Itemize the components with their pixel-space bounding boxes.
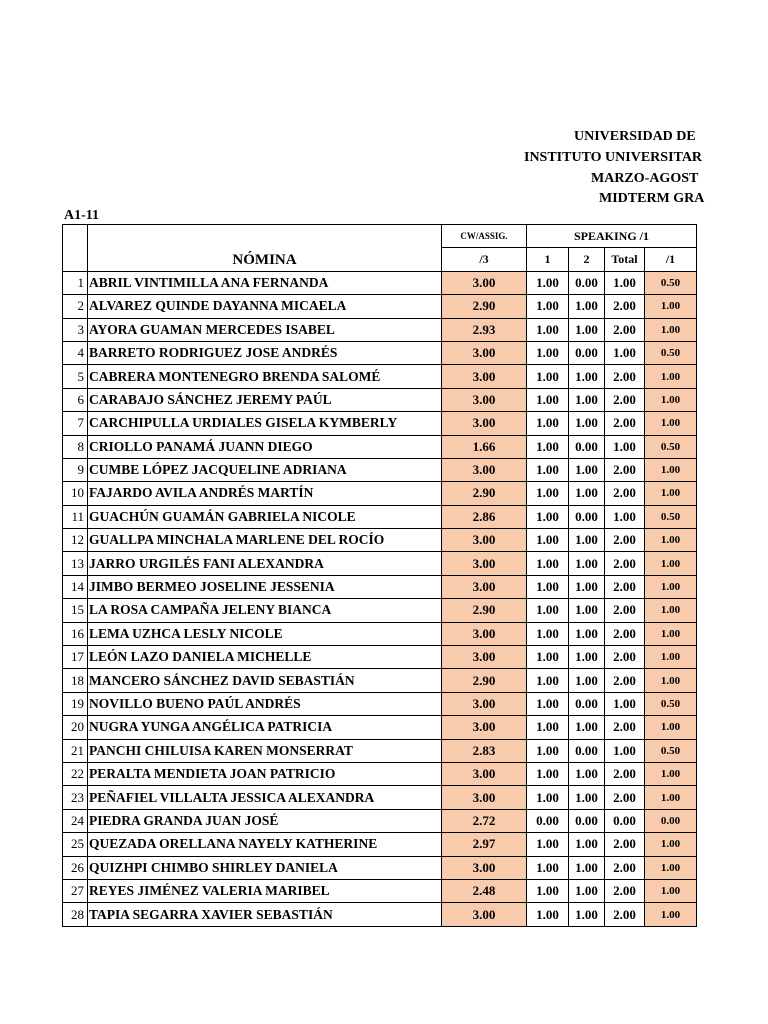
speaking-1: 1.00	[527, 669, 569, 692]
speaking-total: 2.00	[605, 716, 645, 739]
cw-score: 3.00	[442, 341, 527, 364]
table-row	[63, 341, 697, 364]
row-number: 16	[63, 622, 88, 645]
cw-score: 3.00	[442, 458, 527, 481]
cw-score: 3.00	[442, 762, 527, 785]
row-number: 24	[63, 809, 88, 832]
cw-score: 3.00	[442, 692, 527, 715]
speaking-score: 0.50	[645, 739, 697, 762]
row-number: 19	[63, 692, 88, 715]
speaking-total: 2.00	[605, 762, 645, 785]
speaking-2: 1.00	[569, 412, 605, 435]
speaking-score: 1.00	[645, 318, 697, 341]
speaking-score: 0.50	[645, 435, 697, 458]
student-name: ALVAREZ QUINDE DAYANNA MICAELA	[88, 295, 442, 318]
speaking-score: 1.00	[645, 879, 697, 902]
speaking-2: 1.00	[569, 552, 605, 575]
header-speaking-score: /1	[645, 248, 697, 271]
speaking-score: 1.00	[645, 575, 697, 598]
table-row	[63, 505, 697, 528]
table-row	[63, 716, 697, 739]
cw-score: 3.00	[442, 412, 527, 435]
institute-subtitle: INSTITUTO UNIVERSITAR	[524, 150, 703, 165]
speaking-1: 1.00	[527, 716, 569, 739]
header-name: NÓMINA	[88, 225, 442, 272]
table-row	[63, 482, 697, 505]
header-s2: 2	[569, 248, 605, 271]
speaking-1: 1.00	[527, 412, 569, 435]
speaking-1: 1.00	[527, 552, 569, 575]
speaking-score: 1.00	[645, 903, 697, 926]
cw-score: 2.90	[442, 295, 527, 318]
row-number: 20	[63, 716, 88, 739]
row-number: 3	[63, 318, 88, 341]
speaking-score: 1.00	[645, 622, 697, 645]
speaking-score: 0.00	[645, 809, 697, 832]
grades-table	[62, 224, 697, 927]
table-row	[63, 529, 697, 552]
speaking-2: 1.00	[569, 388, 605, 411]
speaking-total: 0.00	[605, 809, 645, 832]
speaking-total: 2.00	[605, 879, 645, 902]
header-row-top	[63, 225, 697, 248]
cw-score: 3.00	[442, 271, 527, 294]
speaking-total: 2.00	[605, 856, 645, 879]
student-name: FAJARDO AVILA ANDRÉS MARTÍN	[88, 482, 442, 505]
table-row	[63, 786, 697, 809]
row-number: 2	[63, 295, 88, 318]
speaking-score: 1.00	[645, 552, 697, 575]
speaking-2: 0.00	[569, 435, 605, 458]
speaking-total: 1.00	[605, 435, 645, 458]
cw-score: 3.00	[442, 552, 527, 575]
row-number: 11	[63, 505, 88, 528]
table-row	[63, 552, 697, 575]
speaking-total: 1.00	[605, 692, 645, 715]
student-name: CARCHIPULLA URDIALES GISELA KYMBERLY	[88, 412, 442, 435]
table-row	[63, 271, 697, 294]
row-number: 10	[63, 482, 88, 505]
speaking-total: 2.00	[605, 669, 645, 692]
speaking-1: 1.00	[527, 529, 569, 552]
cw-score: 2.86	[442, 505, 527, 528]
cw-score: 2.97	[442, 833, 527, 856]
speaking-2: 0.00	[569, 505, 605, 528]
table-row	[63, 856, 697, 879]
student-name: LEMA UZHCA LESLY NICOLE	[88, 622, 442, 645]
cw-score: 3.00	[442, 529, 527, 552]
cw-score: 2.93	[442, 318, 527, 341]
speaking-total: 2.00	[605, 599, 645, 622]
row-number: 17	[63, 646, 88, 669]
student-name: LA ROSA CAMPAÑA JELENY BIANCA	[88, 599, 442, 622]
speaking-score: 1.00	[645, 365, 697, 388]
speaking-score: 1.00	[645, 833, 697, 856]
speaking-2: 1.00	[569, 365, 605, 388]
speaking-2: 1.00	[569, 716, 605, 739]
student-name: PANCHI CHILUISA KAREN MONSERRAT	[88, 739, 442, 762]
speaking-total: 2.00	[605, 833, 645, 856]
row-number: 1	[63, 271, 88, 294]
cw-score: 3.00	[442, 856, 527, 879]
speaking-score: 0.50	[645, 692, 697, 715]
speaking-2: 0.00	[569, 739, 605, 762]
speaking-2: 1.00	[569, 833, 605, 856]
speaking-2: 0.00	[569, 809, 605, 832]
speaking-total: 2.00	[605, 412, 645, 435]
header-speaking: SPEAKING /1	[527, 225, 697, 248]
student-name: PIEDRA GRANDA JUAN JOSÉ	[88, 809, 442, 832]
speaking-2: 1.00	[569, 879, 605, 902]
student-name: CABRERA MONTENEGRO BRENDA SALOMÉ	[88, 365, 442, 388]
speaking-2: 1.00	[569, 529, 605, 552]
row-number: 8	[63, 435, 88, 458]
header-s1: 1	[527, 248, 569, 271]
row-number: 25	[63, 833, 88, 856]
speaking-1: 1.00	[527, 271, 569, 294]
speaking-1: 1.00	[527, 365, 569, 388]
row-number: 23	[63, 786, 88, 809]
speaking-score: 1.00	[645, 458, 697, 481]
speaking-total: 2.00	[605, 622, 645, 645]
student-name: GUACHÚN GUAMÁN GABRIELA NICOLE	[88, 505, 442, 528]
student-name: PEÑAFIEL VILLALTA JESSICA ALEXANDRA	[88, 786, 442, 809]
table-row	[63, 762, 697, 785]
row-number: 27	[63, 879, 88, 902]
speaking-score: 1.00	[645, 669, 697, 692]
speaking-score: 1.00	[645, 529, 697, 552]
speaking-total: 2.00	[605, 365, 645, 388]
table-row	[63, 365, 697, 388]
speaking-score: 1.00	[645, 295, 697, 318]
table-row	[63, 412, 697, 435]
speaking-1: 1.00	[527, 833, 569, 856]
speaking-total: 2.00	[605, 482, 645, 505]
cw-score: 3.00	[442, 646, 527, 669]
table-row	[63, 295, 697, 318]
speaking-total: 1.00	[605, 341, 645, 364]
student-name: REYES JIMÉNEZ VALERIA MARIBEL	[88, 879, 442, 902]
table-row	[63, 599, 697, 622]
grades-body	[63, 271, 697, 926]
speaking-total: 2.00	[605, 786, 645, 809]
speaking-1: 1.00	[527, 482, 569, 505]
student-name: JARRO URGILÉS FANI ALEXANDRA	[88, 552, 442, 575]
speaking-2: 1.00	[569, 903, 605, 926]
speaking-score: 0.50	[645, 505, 697, 528]
student-name: PERALTA MENDIETA JOAN PATRICIO	[88, 762, 442, 785]
student-name: QUEZADA ORELLANA NAYELY KATHERINE	[88, 833, 442, 856]
cw-score: 2.90	[442, 482, 527, 505]
speaking-2: 1.00	[569, 646, 605, 669]
speaking-total: 2.00	[605, 388, 645, 411]
header-total: Total	[605, 248, 645, 271]
speaking-score: 1.00	[645, 762, 697, 785]
speaking-1: 1.00	[527, 458, 569, 481]
table-row	[63, 458, 697, 481]
speaking-total: 2.00	[605, 552, 645, 575]
speaking-1: 1.00	[527, 341, 569, 364]
speaking-2: 1.00	[569, 575, 605, 598]
speaking-total: 2.00	[605, 646, 645, 669]
speaking-2: 1.00	[569, 599, 605, 622]
header-cw-bottom: /3	[442, 248, 527, 271]
student-name: ABRIL VINTIMILLA ANA FERNANDA	[88, 271, 442, 294]
header-cw-top: CW/ASSIG.	[442, 225, 527, 248]
row-number: 21	[63, 739, 88, 762]
table-row	[63, 692, 697, 715]
cw-score: 2.72	[442, 809, 527, 832]
speaking-1: 1.00	[527, 435, 569, 458]
table-row	[63, 669, 697, 692]
speaking-2: 1.00	[569, 669, 605, 692]
table-row	[63, 388, 697, 411]
row-number: 14	[63, 575, 88, 598]
speaking-2: 0.00	[569, 692, 605, 715]
student-name: CUMBE LÓPEZ JACQUELINE ADRIANA	[88, 458, 442, 481]
student-name: AYORA GUAMAN MERCEDES ISABEL	[88, 318, 442, 341]
speaking-1: 1.00	[527, 295, 569, 318]
student-name: LEÓN LAZO DANIELA MICHELLE	[88, 646, 442, 669]
speaking-score: 1.00	[645, 599, 697, 622]
speaking-2: 1.00	[569, 482, 605, 505]
row-number: 26	[63, 856, 88, 879]
speaking-2: 1.00	[569, 762, 605, 785]
group-code: A1-11	[64, 208, 99, 223]
student-name: NUGRA YUNGA ANGÉLICA PATRICIA	[88, 716, 442, 739]
cw-score: 2.48	[442, 879, 527, 902]
speaking-total: 2.00	[605, 458, 645, 481]
speaking-total: 2.00	[605, 903, 645, 926]
speaking-total: 1.00	[605, 271, 645, 294]
student-name: JIMBO BERMEO JOSELINE JESSENIA	[88, 575, 442, 598]
speaking-score: 0.50	[645, 271, 697, 294]
speaking-score: 1.00	[645, 786, 697, 809]
speaking-1: 1.00	[527, 505, 569, 528]
table-row	[63, 739, 697, 762]
report-title: MIDTERM GRA	[599, 191, 705, 206]
speaking-1: 1.00	[527, 388, 569, 411]
speaking-1: 1.00	[527, 692, 569, 715]
cw-score: 2.90	[442, 669, 527, 692]
speaking-2: 0.00	[569, 271, 605, 294]
speaking-2: 0.00	[569, 341, 605, 364]
speaking-total: 1.00	[605, 505, 645, 528]
row-number: 4	[63, 341, 88, 364]
cw-score: 2.90	[442, 599, 527, 622]
table-row	[63, 833, 697, 856]
table-row	[63, 435, 697, 458]
student-name: NOVILLO BUENO PAÚL ANDRÉS	[88, 692, 442, 715]
table-row	[63, 318, 697, 341]
speaking-1: 1.00	[527, 318, 569, 341]
header-num-cell	[63, 225, 88, 272]
student-name: BARRETO RODRIGUEZ JOSE ANDRÉS	[88, 341, 442, 364]
speaking-score: 1.00	[645, 482, 697, 505]
student-name: CRIOLLO PANAMÁ JUANN DIEGO	[88, 435, 442, 458]
cw-score: 3.00	[442, 622, 527, 645]
speaking-1: 1.00	[527, 856, 569, 879]
speaking-total: 2.00	[605, 295, 645, 318]
row-number: 7	[63, 412, 88, 435]
table-row	[63, 575, 697, 598]
speaking-1: 1.00	[527, 762, 569, 785]
speaking-2: 1.00	[569, 458, 605, 481]
row-number: 9	[63, 458, 88, 481]
student-name: QUIZHPI CHIMBO SHIRLEY DANIELA	[88, 856, 442, 879]
speaking-1: 1.00	[527, 786, 569, 809]
row-number: 5	[63, 365, 88, 388]
speaking-1: 1.00	[527, 739, 569, 762]
institution-title: UNIVERSIDAD DE	[574, 129, 696, 144]
cw-score: 3.00	[442, 903, 527, 926]
cw-score: 2.83	[442, 739, 527, 762]
table-row	[63, 903, 697, 926]
table-row	[63, 879, 697, 902]
speaking-2: 1.00	[569, 318, 605, 341]
speaking-2: 1.00	[569, 786, 605, 809]
row-number: 15	[63, 599, 88, 622]
speaking-score: 1.00	[645, 646, 697, 669]
speaking-score: 0.50	[645, 341, 697, 364]
speaking-total: 2.00	[605, 318, 645, 341]
speaking-1: 1.00	[527, 622, 569, 645]
cw-score: 3.00	[442, 388, 527, 411]
cw-score: 3.00	[442, 786, 527, 809]
row-number: 12	[63, 529, 88, 552]
student-name: TAPIA SEGARRA XAVIER SEBASTIÁN	[88, 903, 442, 926]
cw-score: 1.66	[442, 435, 527, 458]
student-name: MANCERO SÁNCHEZ DAVID SEBASTIÁN	[88, 669, 442, 692]
speaking-2: 1.00	[569, 295, 605, 318]
cw-score: 3.00	[442, 716, 527, 739]
table-row	[63, 646, 697, 669]
row-number: 13	[63, 552, 88, 575]
student-name: GUALLPA MINCHALA MARLENE DEL ROCÍO	[88, 529, 442, 552]
row-number: 6	[63, 388, 88, 411]
row-number: 28	[63, 903, 88, 926]
speaking-2: 1.00	[569, 856, 605, 879]
speaking-1: 1.00	[527, 599, 569, 622]
cw-score: 3.00	[442, 365, 527, 388]
speaking-total: 1.00	[605, 739, 645, 762]
cw-score: 3.00	[442, 575, 527, 598]
table-row	[63, 622, 697, 645]
speaking-score: 1.00	[645, 856, 697, 879]
speaking-total: 2.00	[605, 575, 645, 598]
period-label: MARZO-AGOST	[591, 171, 699, 186]
row-number: 22	[63, 762, 88, 785]
speaking-1: 1.00	[527, 903, 569, 926]
speaking-score: 1.00	[645, 388, 697, 411]
speaking-score: 1.00	[645, 412, 697, 435]
student-name: CARABAJO SÁNCHEZ JEREMY PAÚL	[88, 388, 442, 411]
row-number: 18	[63, 669, 88, 692]
speaking-1: 1.00	[527, 575, 569, 598]
speaking-1: 1.00	[527, 879, 569, 902]
speaking-1: 1.00	[527, 646, 569, 669]
speaking-1: 0.00	[527, 809, 569, 832]
speaking-2: 1.00	[569, 622, 605, 645]
table-row	[63, 809, 697, 832]
speaking-total: 2.00	[605, 529, 645, 552]
speaking-score: 1.00	[645, 716, 697, 739]
